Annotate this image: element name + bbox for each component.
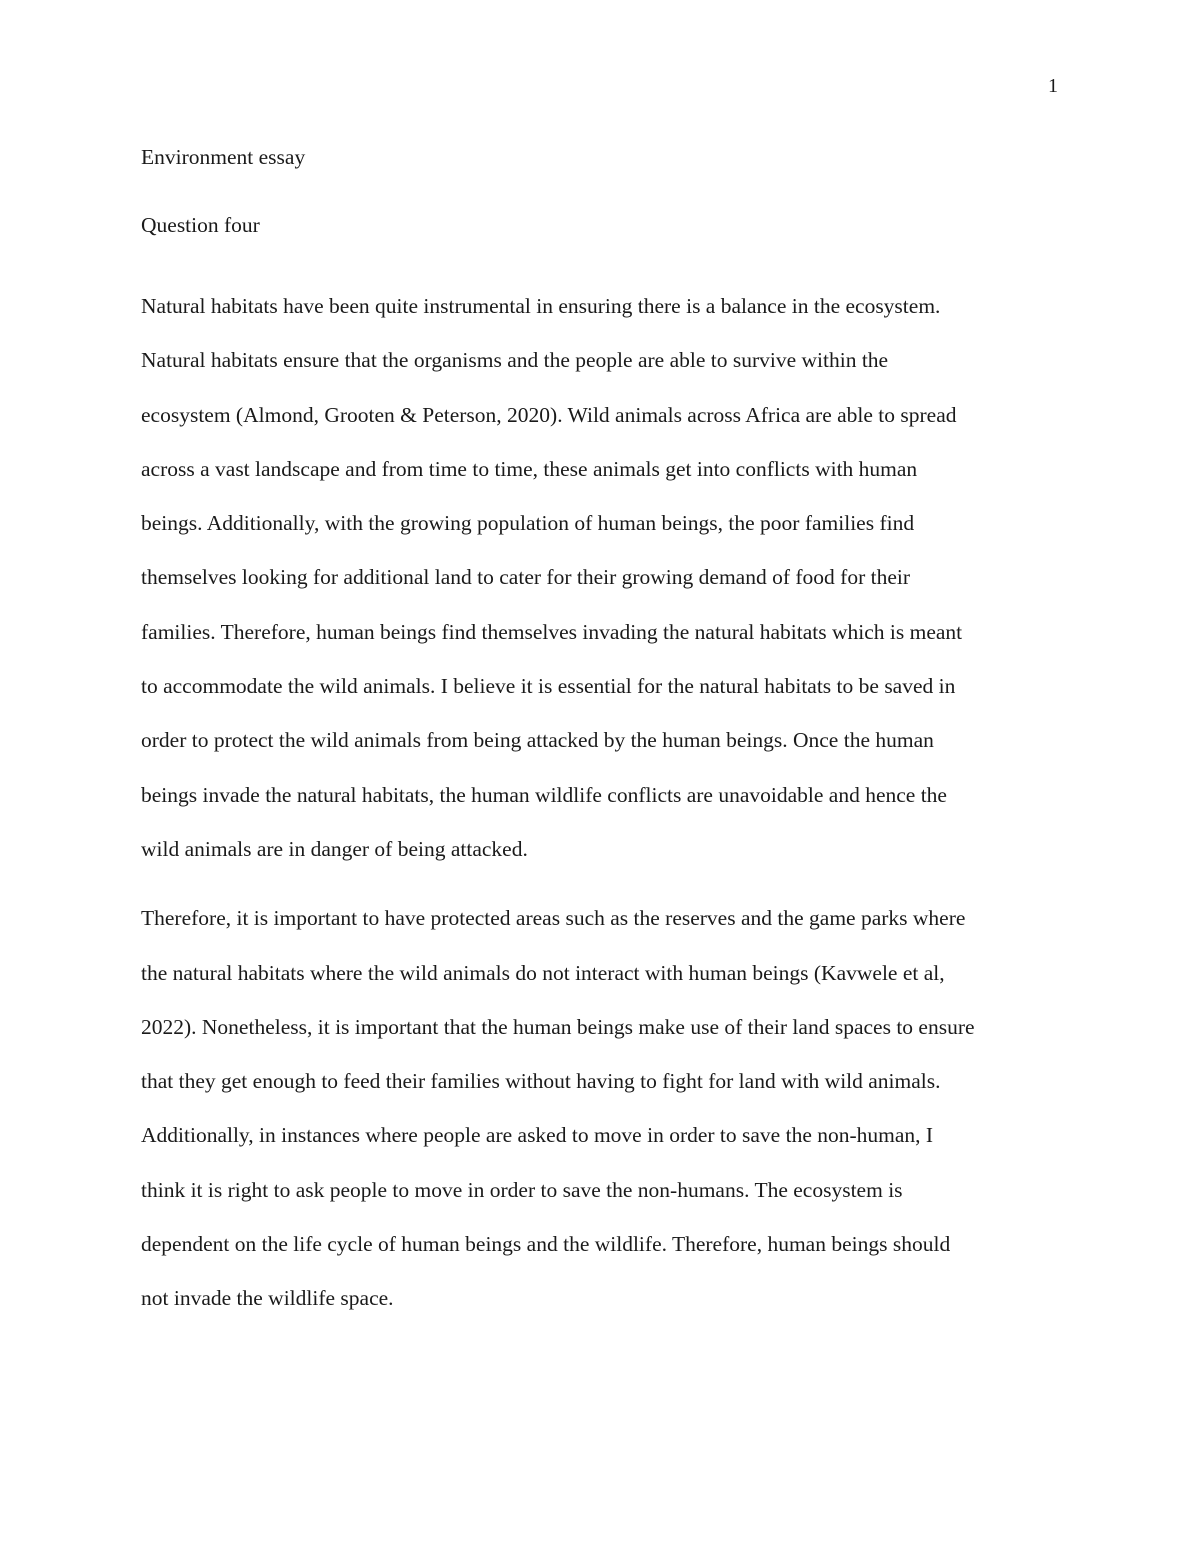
text-line: beings invade the natural habitats, the human wildlife conflicts are unavoidable and hence the [141,782,947,807]
text-line: think it is right to ask people to move in order to save the non-humans. The ecosystem is [141,1177,903,1202]
text-line: Natural habitats ensure that the organisms and the people are able to survive within the [141,348,889,373]
question-heading: Question four [141,213,260,237]
text-line: not invade the wildlife space. [141,1286,394,1311]
text-line: themselves looking for additional land to cater for their growing demand of food for their [141,565,911,590]
text-line: ecosystem (Almond, Grooten & Peterson, 2020). Wild animals across Africa are able to spread [141,402,957,427]
text-line: dependent on the life cycle of human beings and the wildlife. Therefore, human beings should [141,1232,951,1257]
text-line: that they get enough to feed their families without having to fight for land with wild animals. [141,1069,941,1094]
text-line: the natural habitats where the wild animals do not interact with human beings (Kavwele et al, [141,960,945,985]
text-line: across a vast landscape and from time to time, these animals get into conflicts with human [141,456,918,481]
document-title: Environment essay [141,145,306,169]
text-line: Additionally, in instances where people are asked to move in order to save the non-human, I [141,1123,934,1148]
paragraph-2 [141,891,1066,1325]
text-line: to accommodate the wild animals. I believe it is essential for the natural habitats to be saved in [141,674,956,699]
text-line: families. Therefore, human beings find themselves invading the natural habitats which is meant [141,619,963,644]
text-line: Natural habitats have been quite instrumental in ensuring there is a balance in the ecosystem. [141,294,941,318]
text-line: order to protect the wild animals from being attacked by the human beings. Once the human [141,728,934,753]
document-body[interactable] [141,142,1066,1326]
text-line: 2022). Nonetheless, it is important that the human beings make use of their land spaces to ensure [141,1014,975,1039]
page-number: 1 [1048,75,1058,97]
text-line: beings. Additionally, with the growing population of human beings, the poor families find [141,511,915,536]
paragraph-spacing [141,876,1066,891]
text-line: Therefore, it is important to have protected areas such as the reserves and the game parks where [141,906,966,931]
paragraph-1 [141,279,1066,876]
text-line: wild animals are in danger of being attacked. [141,836,528,861]
